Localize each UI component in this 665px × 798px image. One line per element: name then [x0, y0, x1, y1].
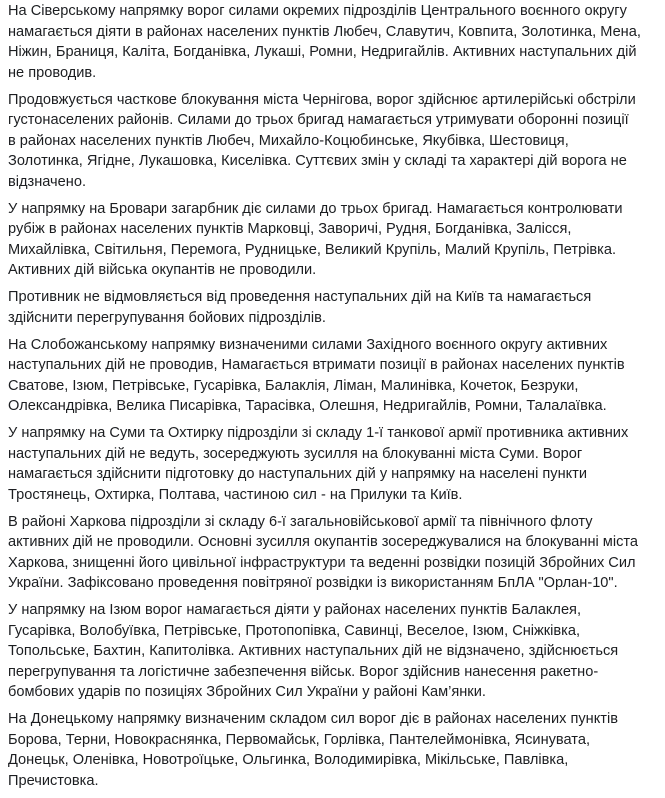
text-line: На Донецькому напрямку визначеним складом сил ворог діє в районах населених пунктів	[8, 711, 618, 727]
text-line: Харкова, знищенні його цивільної інфраструктури та веденні розвідки позицій Збройних Сил	[8, 554, 636, 571]
text-line: наступальних дій не проводив, Намагається втримати позиції в районах населених пунктів	[8, 357, 625, 373]
text-line: У напрямку на Бровари загарбник діє силами до трьох бригад. Намагається контролювати	[8, 200, 623, 217]
text-line: рубіж в районах населених пунктів Марковці, Заворичі, Рудня, Богданівка, Залісся,	[8, 221, 572, 237]
text-line: У напрямку на Суми та Охтирку підрозділи зі складу 1-ї танкової армії противника активних	[8, 425, 629, 441]
text-line: Пречистовка.	[8, 772, 99, 789]
paragraph-siverskyi	[8, 1, 658, 83]
paragraph-donetsk	[8, 709, 658, 791]
text-line: наступальних дій не ведуть, зосереджують зусилля на блокуванні міста Суми. Ворог	[8, 445, 583, 462]
text-line: Донецьк, Оленівка, Новотроїцьке, Ольгинка, Володимирівка, Мікільське, Павлівка,	[8, 752, 569, 768]
paragraph-sumy	[8, 423, 658, 505]
text-line: Тростянець, Охтирка, Полтава, частиною сил - на Прилуки та Київ.	[8, 486, 463, 503]
text-line: На Сіверському напрямку ворог силами окремих підрозділів Центрального воєнного округу	[8, 3, 627, 19]
text-line: Золотинка, Ягідне, Лукашовка, Киселівка. Суттєвих змін у складі та характері дій ворога не	[8, 153, 627, 169]
paragraph-slobozhanskyi	[8, 335, 658, 417]
text-line: Сватове, Ізюм, Петрівське, Гусарівка, Балаклія, Ліман, Малинівка, Кочеток, Безруки,	[8, 377, 579, 394]
text-line: відзначено.	[8, 173, 87, 190]
text-line: намагається діяти в районах населених пунктів Любеч, Славутич, Ковпита, Золотинка, Мена,	[8, 23, 641, 40]
text-line: перегрупування та логістичне забезпечення військ. Ворог здійснив нанесення ракетно-	[8, 663, 599, 680]
text-line: Олександрівка, Велика Писарівка, Тарасівка, Олешня, Недригайлів, Ромни, Талалаївка.	[8, 398, 607, 414]
text-line: в районах населених пунктів Любеч, Михайло-Коцюбинське, Якубівка, Шестовиця,	[8, 132, 569, 149]
text-line: Борова, Терни, Новокраснянка, Первомайськ, Горлівка, Пантелеймонівка, Ясинувата,	[8, 731, 590, 748]
text-line: активних дій не проводили. Основні зусилля окупантів зосереджувалися на блокуванні міста	[8, 534, 639, 550]
paragraph-kyiv	[8, 287, 658, 328]
paragraph-brovary	[8, 199, 658, 281]
text-line: Активних дій війська окупантів не проводили.	[8, 262, 317, 278]
text-line: України. Зафіксовано проведення повітряної розвідки із використанням БпЛА "Орлан-10".	[8, 575, 618, 591]
text-line: В районі Харкова підрозділи зі складу 6-ї загальновійськової армії та північного флоту	[8, 513, 593, 530]
text-line: Продовжується часткове блокування міста Чернігова, ворог здійснює артилерійські обстріли	[8, 91, 636, 108]
paragraph-chernihiv	[8, 90, 658, 193]
text-line: Гусарівка, Волобуївка, Петрівське, Протопопівка, Савинці, Веселое, Ізюм, Сніжківка,	[8, 622, 581, 639]
post-text	[8, 1, 658, 798]
text-line: не проводив.	[8, 64, 97, 81]
text-line: Топольське, Бахтин, Капитолівка. Активних наступальних дій не відзначено, здійснюється	[8, 643, 619, 659]
paragraph-izium	[8, 600, 658, 703]
text-line: На Слобожанському напрямку визначеними силами Західного воєнного округу активних	[8, 336, 608, 353]
text-line: Противник не відмовляється від проведення наступальних дій на Київ та намагається	[8, 289, 592, 305]
text-line: Михайлівка, Світильня, Перемога, Рудницьке, Великий Крупіль, Малий Крупіль, Петрівка.	[8, 241, 617, 258]
text-line: Ніжин, Браниця, Каліта, Богданівка, Лукаші, Ромни, Недригайлів. Активних наступальних дій	[8, 44, 637, 60]
text-line: бомбових ударів по позиціях Збройних Сил України у районі Кам’янки.	[8, 684, 486, 700]
paragraph-kharkiv	[8, 512, 658, 594]
text-line: здійснити перегрупування бойових підрозділів.	[8, 309, 326, 326]
text-line: намагається здійснити підготовку до наступальних дій у напрямку на населені пункти	[8, 466, 588, 482]
text-line: густонаселених районів. Силами до трьох бригад намагається утримувати оборонні позиції	[8, 112, 629, 128]
text-line: У напрямку на Ізюм ворог намагається діяти у районах населених пунктів Балаклея,	[8, 602, 582, 618]
